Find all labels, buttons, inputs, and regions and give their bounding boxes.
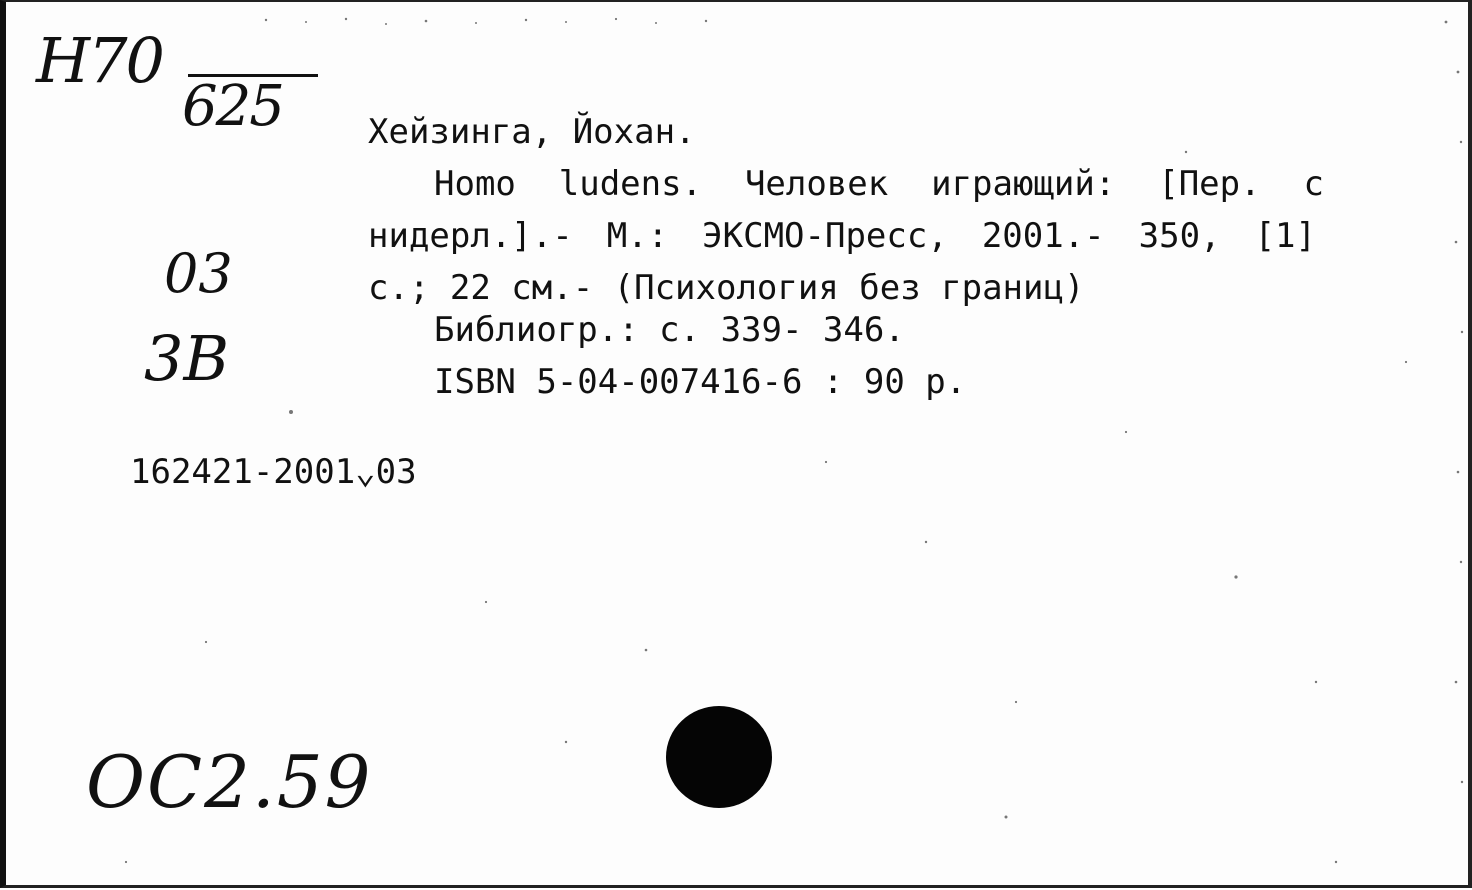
imprint-word: нидерл.].- [368,216,573,256]
card-punch-hole [666,706,772,808]
handwritten-code-b: 3В [144,322,230,395]
imprint-word: [1] [1254,216,1316,256]
accession-suffix: 03 [375,452,417,492]
title-word: Homo [434,164,516,204]
shelf-mark-top: Н70 [36,24,163,97]
record-physical-description: с.; 22 см.- (Психология без границ) [368,268,1085,308]
title-word: играющий: [931,164,1116,204]
title-word: Человек [744,164,889,204]
imprint-word: ЭКСМО-Пресс, [702,216,948,256]
accession-number: 162421-2001 [130,452,356,492]
accession-marker: ⌄ [355,452,376,492]
record-bibliography-note: Библиогр.: с. 339- 346. [434,310,905,350]
title-word: ludens. [558,164,703,204]
handwritten-code-a: 03 [164,242,233,305]
title-word: с [1303,164,1324,204]
shelf-mark-bottom: 625 [182,74,283,139]
imprint-word: 350, [1138,216,1221,256]
accession-line [130,446,417,498]
record-isbn-price: ISBN 5-04-007416-6 : 90 р. [434,362,967,402]
record-title-line [434,158,1324,210]
imprint-word: М.: [606,216,669,256]
imprint-word: 2001.- [981,216,1105,256]
inventory-code-handwritten: ОС2.59 [86,740,373,824]
title-word: [Пер. [1158,164,1261,204]
record-imprint-line [368,210,1316,262]
record-author: Хейзинга, Йохан. [368,112,696,152]
